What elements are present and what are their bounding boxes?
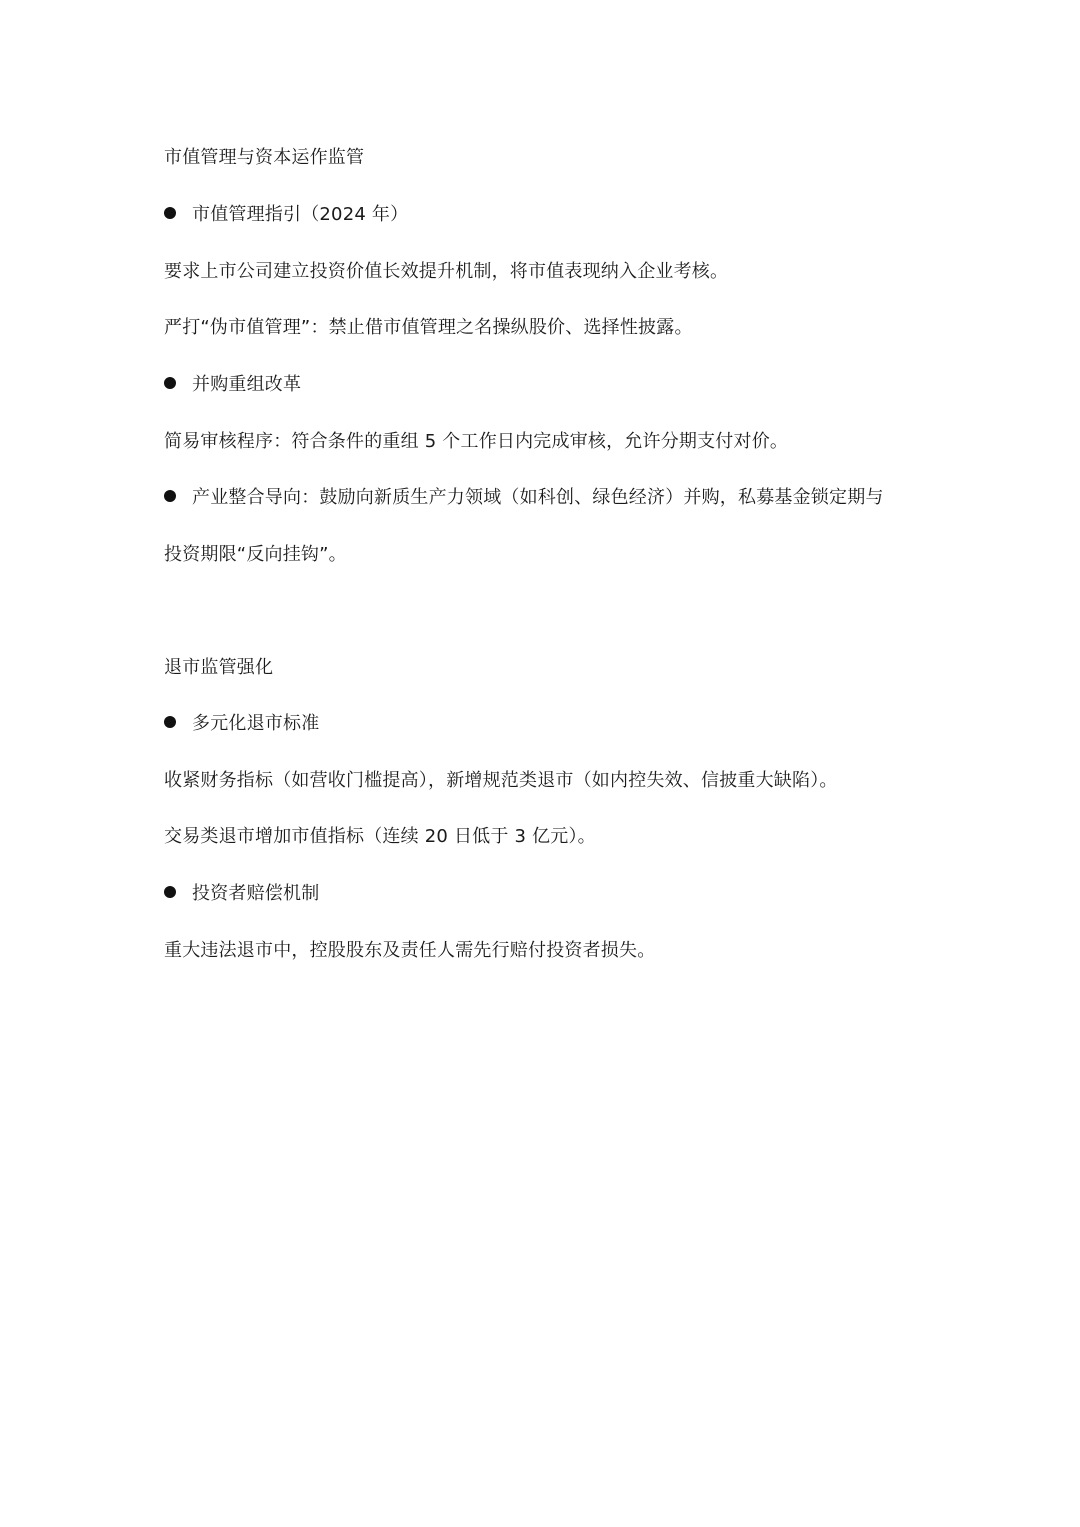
paragraph: 严打“伪市值管理”：禁止借市值管理之名操纵股价、选择性披露。 <box>164 317 693 338</box>
paragraph: 收紧财务指标（如营收门槛提高），新增规范类退市（如内控失效、信披重大缺陷）。 <box>164 770 838 791</box>
section-heading-delisting: 退市监管强化 <box>164 657 274 678</box>
bullet-item-merger-reform <box>164 373 301 397</box>
bullet-item-industry-integration <box>164 486 884 510</box>
section-heading-market-value: 市值管理与资本运作监管 <box>164 147 365 168</box>
bullet-label: 产业整合导向：鼓励向新质生产力领域（如科创、绿色经济）并购，私募基金锁定期与 <box>192 487 884 508</box>
paragraph: 要求上市公司建立投资价值长效提升机制，将市值表现纳入企业考核。 <box>164 261 729 282</box>
bullet-dot-icon <box>164 490 176 502</box>
bullet-label: 多元化退市标准 <box>192 713 320 734</box>
bullet-label: 并购重组改革 <box>192 374 302 395</box>
bullet-label: 市值管理指引（2024 年） <box>192 204 409 225</box>
bullet-dot-icon <box>164 886 176 898</box>
paragraph: 简易审核程序：符合条件的重组 5 个工作日内完成审核，允许分期支付对价。 <box>164 431 789 452</box>
bullet-dot-icon <box>164 207 176 219</box>
bullet-item-market-value-guideline <box>164 203 408 227</box>
paragraph: 交易类退市增加市值指标（连续 20 日低于 3 亿元）。 <box>164 826 596 847</box>
paragraph: 重大违法退市中，控股股东及责任人需先行赔付投资者损失。 <box>164 940 656 961</box>
bullet-label: 投资者赔偿机制 <box>192 883 320 904</box>
bullet-item-delisting-standards <box>164 712 319 736</box>
paragraph-continuation: 投资期限“反向挂钩”。 <box>164 544 347 565</box>
bullet-dot-icon <box>164 377 176 389</box>
bullet-dot-icon <box>164 716 176 728</box>
bullet-item-investor-compensation <box>164 882 319 906</box>
